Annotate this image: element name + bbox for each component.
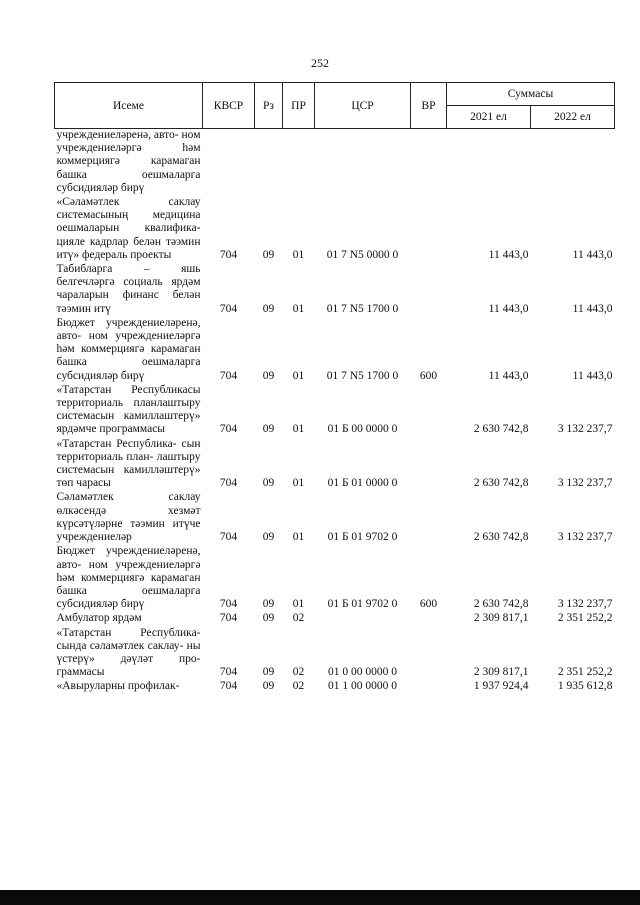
row-rz: 09: [262, 302, 275, 315]
row-amount-2022: 11 443,0: [572, 302, 613, 315]
table-body: [55, 129, 615, 695]
table-row: [55, 196, 615, 263]
row-amount-2022: 2 351 252,2: [557, 612, 613, 625]
row-amount-2022: 11 443,0: [572, 369, 613, 382]
row-amount-2022: 3 132 237,7: [557, 531, 613, 544]
row-kvsr: 704: [219, 302, 238, 315]
table-row: [55, 491, 615, 545]
row-name: Табибларга – яшь белгечләргә социаль ярдәм чараларын финанс белән тәэмин итү: [56, 263, 201, 315]
row-amount-2022: 3 132 237,7: [557, 423, 613, 436]
header-csr: ЦСР: [315, 83, 411, 129]
row-vr: [411, 612, 447, 626]
row-pr: 01: [292, 531, 305, 544]
row-pr: [283, 129, 315, 197]
row-name: «Авыруларны профилак-: [56, 680, 180, 693]
row-kvsr: 704: [219, 666, 238, 679]
row-csr: [315, 129, 411, 197]
row-amount-2021: [447, 129, 531, 197]
row-vr: [411, 384, 447, 438]
row-amount-2021: 11 443,0: [488, 248, 529, 261]
row-name: «Сәламәтлек саклау системасының медицина оешмаларын квалифика- цияле кадрлар белән тәэмин итү» федераль проекты: [56, 196, 201, 261]
row-rz: 09: [262, 531, 275, 544]
row-amount-2021: 2 630 742,8: [473, 423, 529, 436]
row-kvsr: 704: [219, 598, 238, 611]
header-pr: ПР: [283, 83, 315, 129]
row-vr: [411, 263, 447, 317]
row-rz: 09: [262, 423, 275, 436]
row-pr: 01: [292, 477, 305, 490]
row-amount-2021: 2 630 742,8: [473, 477, 529, 490]
row-vr: [411, 680, 447, 694]
row-pr: 01: [292, 423, 305, 436]
row-amount-2022: 11 443,0: [572, 248, 613, 261]
row-amount-2021: 1 937 924,4: [473, 680, 529, 693]
row-kvsr: 704: [219, 423, 238, 436]
row-csr: 01 1 00 0000 0: [328, 680, 397, 693]
row-amount-2021: 2 630 742,8: [473, 598, 529, 611]
header-2022: 2022 ел: [531, 106, 615, 129]
row-rz: 09: [262, 680, 275, 693]
row-csr: 01 Б 01 9702 0: [327, 598, 398, 611]
row-name: Бюджет учреждениеләренә, авто- ном учреждениеләргә һәм коммерциягә карамаган башка оешмаларга субсидияләр бирү: [56, 316, 201, 382]
table-row: [55, 612, 615, 626]
row-vr: 600: [419, 598, 438, 611]
header-sums: Суммасы: [447, 83, 615, 106]
budget-table: [54, 82, 615, 695]
row-name: Бюджет учреждениеләренә, авто- ном учреждениеләргә һәм коммерциягә карамаган башка оешмаларга субсидияләр бирү: [56, 545, 201, 611]
row-rz: 09: [262, 248, 275, 261]
table-row: [55, 545, 615, 612]
row-kvsr: 704: [219, 477, 238, 490]
row-amount-2021: 2 309 817,1: [473, 612, 529, 625]
row-pr: 01: [292, 302, 305, 315]
header-kvsr: КВСР: [203, 83, 255, 129]
row-vr: [411, 129, 447, 197]
row-vr: [411, 491, 447, 545]
row-pr: 02: [292, 612, 305, 625]
row-pr: 02: [292, 680, 305, 693]
row-name: учреждениеләренә, авто- ном учреждениеләргә һәм коммерциягә карамаган башка оешмаларга субсидияләр бирү: [56, 129, 201, 194]
table-row: [55, 627, 615, 681]
row-amount-2021: 11 443,0: [488, 302, 529, 315]
row-pr: 01: [292, 248, 305, 261]
row-csr: 01 7 N5 1700 0: [326, 302, 399, 315]
row-csr: 01 Б 01 9702 0: [327, 531, 398, 544]
row-name: Сәламәтлек саклау өлкәсендә хезмәт күрсәтүләрне тәэмин итүче учреждениеләр: [56, 491, 201, 544]
table-row: [55, 317, 615, 384]
header-rz: Рз: [255, 83, 283, 129]
row-name: Амбулатор ярдәм: [56, 612, 142, 625]
row-amount-2021: 2 630 742,8: [473, 531, 529, 544]
row-rz: [255, 129, 283, 197]
scan-bottom-bar: [0, 890, 640, 905]
row-csr: 01 Б 00 0000 0: [327, 423, 398, 436]
row-kvsr: [203, 129, 255, 197]
row-pr: 01: [292, 369, 305, 382]
row-name: «Татарстан Республика- сында сәламәтлек саклау- ны үстерү» дәүләт про- граммасы: [56, 626, 201, 679]
row-name: «Татарстан Республика- сын территориаль план- лаштыру системасын камилләштерү» төп чарасы: [56, 437, 201, 490]
row-pr: 01: [292, 598, 305, 611]
row-rz: 09: [262, 666, 275, 679]
row-csr: 01 7 N5 0000 0: [326, 248, 399, 261]
table-row: [55, 263, 615, 317]
header-name: Исеме: [55, 83, 203, 129]
row-amount-2022: 3 132 237,7: [557, 477, 613, 490]
row-amount-2022: 3 132 237,7: [557, 598, 613, 611]
row-kvsr: 704: [219, 369, 238, 382]
table-row: [55, 438, 615, 492]
table-row: [55, 680, 615, 694]
header-vr: ВР: [411, 83, 447, 129]
row-amount-2022: 1 935 612,8: [557, 680, 613, 693]
row-rz: 09: [262, 612, 275, 625]
row-rz: 09: [262, 477, 275, 490]
row-vr: [411, 438, 447, 492]
row-vr: [411, 627, 447, 681]
row-kvsr: 704: [219, 612, 238, 625]
row-name: «Татарстан Республикасы территориаль планлаштыру системасын камиллаштерү» ярдәмче программасы: [56, 383, 201, 436]
row-vr: 600: [419, 369, 438, 382]
row-pr: 02: [292, 666, 305, 679]
row-kvsr: 704: [219, 680, 238, 693]
row-kvsr: 704: [219, 248, 238, 261]
page-number: 252: [311, 56, 329, 70]
row-csr: [315, 612, 411, 626]
table-row: [55, 129, 615, 197]
row-kvsr: 704: [219, 531, 238, 544]
header-2021: 2021 ел: [447, 106, 531, 129]
row-csr: 01 Б 01 0000 0: [327, 477, 398, 490]
row-csr: 01 0 00 0000 0: [328, 666, 397, 679]
row-amount-2022: 2 351 252,2: [557, 666, 613, 679]
table-row: [55, 384, 615, 438]
row-amount-2022: [531, 129, 615, 197]
row-vr: [411, 196, 447, 263]
row-amount-2021: 11 443,0: [488, 369, 529, 382]
row-rz: 09: [262, 369, 275, 382]
row-rz: 09: [262, 598, 275, 611]
row-csr: 01 7 N5 1700 0: [326, 369, 399, 382]
table-header: [55, 83, 615, 129]
row-amount-2021: 2 309 817,1: [473, 666, 529, 679]
